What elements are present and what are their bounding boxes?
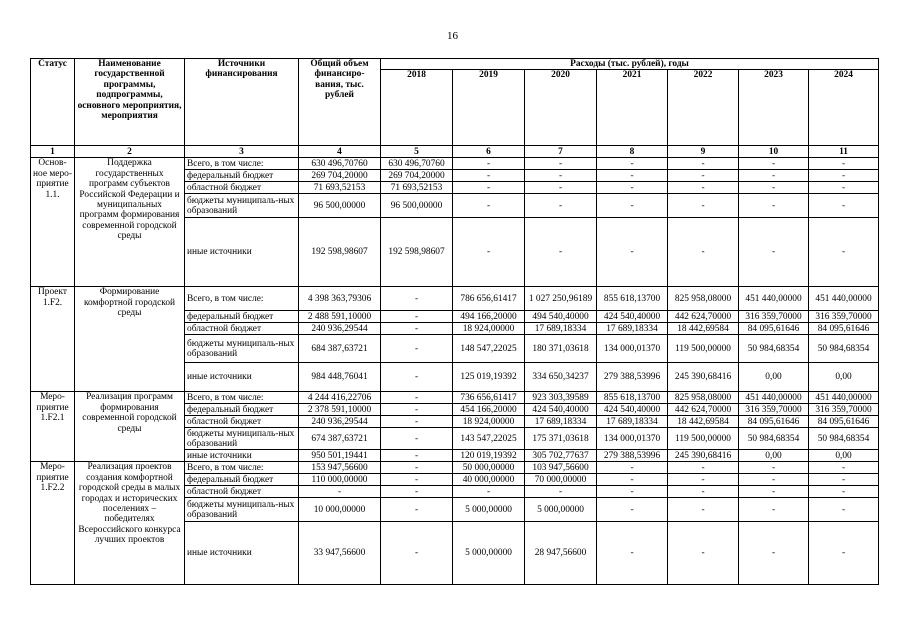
year-amount: 630 496,70760 [381,158,453,170]
year-amount: 125 019,19392 [453,363,525,392]
year-amount: - [597,474,668,486]
total-amount: 192 598,98607 [299,218,381,287]
funding-source: бюджеты муниципаль-ных образований [185,194,299,218]
column-number: 10 [739,146,809,158]
year-amount: - [525,158,597,170]
year-amount: - [381,416,453,428]
row-status: Основ-ное меро-приятие 1.1. [31,158,75,287]
year-amount: 50 984,68354 [809,428,879,450]
funding-source: Всего, в том числе: [185,392,299,404]
row-status: Меро-приятие 1.F2.1 [31,392,75,462]
year-amount: 855 618,13700 [597,287,668,311]
year-amount: - [668,486,739,498]
year-amount: - [739,486,809,498]
year-amount: 454 166,20000 [453,404,525,416]
column-number: 8 [597,146,668,158]
year-amount: - [739,498,809,522]
funding-source: федеральный бюджет [185,404,299,416]
year-amount: - [739,522,809,585]
year-amount: 134 000,01370 [597,428,668,450]
year-amount: 451 440,00000 [809,392,879,404]
header-year: 2024 [809,70,879,146]
year-amount: 180 371,03618 [525,335,597,363]
year-amount: - [453,194,525,218]
header-year: 2021 [597,70,668,146]
year-amount: - [525,182,597,194]
row-status: Проект 1.F2. [31,287,75,392]
year-amount: 17 689,18334 [597,416,668,428]
funding-source: областной бюджет [185,182,299,194]
year-amount: 18 442,69584 [668,323,739,335]
funding-source: Всего, в том числе: [185,462,299,474]
year-amount: 442 624,70000 [668,404,739,416]
row-program-name: Реализация проектов создания комфортной городской среды в малых городах и исторических поселениях – победителях Всероссийского конкурса лучших проектов [75,462,185,585]
year-amount: 424 540,40000 [597,404,668,416]
year-amount: - [381,392,453,404]
year-amount: - [668,522,739,585]
year-amount: 120 019,19392 [453,450,525,462]
year-amount: 17 689,18334 [525,416,597,428]
year-amount: - [668,194,739,218]
year-amount: - [453,218,525,287]
column-number: 4 [299,146,381,158]
year-amount: - [739,182,809,194]
header-year: 2018 [381,70,453,146]
total-amount: 2 378 591,10000 [299,404,381,416]
funding-source: федеральный бюджет [185,170,299,182]
year-amount: - [668,474,739,486]
header-expenses: Расходы (тыс. рублей), годы [381,59,879,70]
total-amount: 10 000,00000 [299,498,381,522]
year-amount: 5 000,00000 [453,498,525,522]
total-amount: - [299,486,381,498]
budget-table [30,58,879,585]
year-amount: 825 958,08000 [668,287,739,311]
header-source: Источники финансирования [185,59,299,146]
header-year: 2019 [453,70,525,146]
year-amount: 923 303,39589 [525,392,597,404]
year-amount: 192 598,98607 [381,218,453,287]
year-amount: - [668,498,739,522]
year-amount: - [453,182,525,194]
year-amount: 442 624,70000 [668,311,739,323]
year-amount: - [453,158,525,170]
funding-source: областной бюджет [185,416,299,428]
header-year: 2020 [525,70,597,146]
year-amount: 5 000,00000 [453,522,525,585]
year-amount: - [597,182,668,194]
header-year: 2022 [668,70,739,146]
year-amount: - [453,486,525,498]
year-amount: 451 440,00000 [809,287,879,311]
year-amount: - [597,486,668,498]
year-amount: - [809,462,879,474]
table-row [31,462,879,474]
total-amount: 96 500,00000 [299,194,381,218]
column-number: 7 [525,146,597,158]
funding-source: Всего, в том числе: [185,287,299,311]
year-amount: - [597,498,668,522]
year-amount: 50 984,68354 [739,428,809,450]
year-amount: 18 924,00000 [453,323,525,335]
year-amount: 103 947,56600 [525,462,597,474]
year-amount: 451 440,00000 [739,287,809,311]
funding-source: бюджеты муниципаль-ных образований [185,498,299,522]
year-amount: - [809,486,879,498]
year-amount: 494 166,20000 [453,311,525,323]
year-amount: 96 500,00000 [381,194,453,218]
year-amount: - [381,498,453,522]
year-amount: 305 702,77637 [525,450,597,462]
year-amount: - [381,522,453,585]
year-amount: - [739,158,809,170]
year-amount: 84 095,61646 [739,416,809,428]
year-amount: - [381,474,453,486]
total-amount: 153 947,56600 [299,462,381,474]
year-amount: - [668,170,739,182]
year-amount: - [809,218,879,287]
year-amount: 334 650,34237 [525,363,597,392]
year-amount: 119 500,00000 [668,428,739,450]
year-amount: - [809,182,879,194]
year-amount: - [809,170,879,182]
year-amount: 119 500,00000 [668,335,739,363]
year-amount: 143 547,22025 [453,428,525,450]
year-amount: - [381,363,453,392]
year-amount: 0,00 [739,363,809,392]
year-amount: 18 442,69584 [668,416,739,428]
total-amount: 240 936,29544 [299,323,381,335]
year-amount: 71 693,52153 [381,182,453,194]
year-amount: - [453,170,525,182]
year-amount: - [668,182,739,194]
total-amount: 4 244 416,22706 [299,392,381,404]
year-amount: - [381,323,453,335]
year-amount: - [597,170,668,182]
year-amount: - [597,218,668,287]
funding-source: федеральный бюджет [185,474,299,486]
year-amount: 424 540,40000 [597,311,668,323]
year-amount: 70 000,00000 [525,474,597,486]
year-amount: 316 359,70000 [809,311,879,323]
year-amount: 17 689,18334 [597,323,668,335]
year-amount: 494 540,40000 [525,311,597,323]
year-amount: 786 656,61417 [453,287,525,311]
row-program-name: Поддержка государственных программ субъектов Российской Федерации и муниципальных программ формирования современной городской среды [75,158,185,287]
year-amount: 84 095,61646 [809,323,879,335]
column-number: 9 [668,146,739,158]
column-number: 2 [75,146,185,158]
year-amount: 84 095,61646 [739,323,809,335]
year-amount: - [381,462,453,474]
year-amount: - [381,486,453,498]
funding-source: федеральный бюджет [185,311,299,323]
total-amount: 269 704,20000 [299,170,381,182]
funding-source: иные источники [185,450,299,462]
header-year: 2023 [739,70,809,146]
funding-source: областной бюджет [185,486,299,498]
column-number: 6 [453,146,525,158]
year-amount: 175 371,03618 [525,428,597,450]
total-amount: 630 496,70760 [299,158,381,170]
total-amount: 4 398 363,79306 [299,287,381,311]
year-amount: - [809,498,879,522]
year-amount: - [381,450,453,462]
year-amount: 736 656,61417 [453,392,525,404]
funding-source: бюджеты муниципаль-ных образований [185,335,299,363]
funding-source: иные источники [185,363,299,392]
year-amount: - [739,474,809,486]
year-amount: 18 924,00000 [453,416,525,428]
year-amount: 245 390,68416 [668,363,739,392]
funding-source: иные источники [185,218,299,287]
year-amount: - [739,218,809,287]
year-amount: - [597,194,668,218]
row-status: Меро-приятие 1.F2.2 [31,462,75,585]
year-amount: 316 359,70000 [739,311,809,323]
total-amount: 33 947,56600 [299,522,381,585]
year-amount: - [597,522,668,585]
year-amount: 245 390,68416 [668,450,739,462]
year-amount: - [597,462,668,474]
year-amount: - [381,311,453,323]
total-amount: 674 387,63721 [299,428,381,450]
total-amount: 984 448,76041 [299,363,381,392]
page-number: 16 [447,30,458,42]
year-amount: - [809,194,879,218]
table-row [31,287,879,311]
year-amount: 5 000,00000 [525,498,597,522]
table-body [31,158,879,585]
year-amount: - [525,486,597,498]
year-amount: 451 440,00000 [739,392,809,404]
year-amount: - [597,158,668,170]
year-amount: - [739,462,809,474]
funding-source: бюджеты муниципаль-ных образований [185,428,299,450]
year-amount: - [739,194,809,218]
total-amount: 2 488 591,10000 [299,311,381,323]
year-amount: 855 618,13700 [597,392,668,404]
year-amount: - [381,428,453,450]
year-amount: 0,00 [809,363,879,392]
year-amount: - [668,158,739,170]
column-number: 11 [809,146,879,158]
total-amount: 950 501,19441 [299,450,381,462]
year-amount: 148 547,22025 [453,335,525,363]
year-amount: - [809,158,879,170]
year-amount: - [525,170,597,182]
year-amount: - [525,194,597,218]
year-amount: 269 704,20000 [381,170,453,182]
row-program-name: Реализация программ формирования современной городской среды [75,392,185,462]
year-amount: - [381,404,453,416]
funding-source: иные источники [185,522,299,585]
table-row [31,158,879,170]
year-amount: - [381,335,453,363]
year-amount: 17 689,18334 [525,323,597,335]
year-amount: 316 359,70000 [739,404,809,416]
year-amount: 279 388,53996 [597,450,668,462]
year-amount: 28 947,56600 [525,522,597,585]
year-amount: - [668,462,739,474]
year-amount: 279 388,53996 [597,363,668,392]
header-name: Наименование государственной программы, подпрограммы, основного мероприятия, мероприятия [75,59,185,146]
year-amount: 825 958,08000 [668,392,739,404]
year-amount: 84 095,61646 [809,416,879,428]
column-number-row [31,146,879,158]
header-status: Статус [31,59,75,146]
year-amount: - [668,218,739,287]
total-amount: 240 936,29544 [299,416,381,428]
total-amount: 110 000,00000 [299,474,381,486]
year-amount: 0,00 [739,450,809,462]
column-number: 3 [185,146,299,158]
year-amount: 134 000,01370 [597,335,668,363]
year-amount: 40 000,00000 [453,474,525,486]
funding-source: областной бюджет [185,323,299,335]
year-amount: - [809,522,879,585]
year-amount: - [739,170,809,182]
column-number: 1 [31,146,75,158]
year-amount: - [809,474,879,486]
year-amount: - [381,287,453,311]
year-amount: 50 984,68354 [739,335,809,363]
funding-source: Всего, в том числе: [185,158,299,170]
year-amount: 424 540,40000 [525,404,597,416]
year-amount: 50 000,00000 [453,462,525,474]
year-amount: 50 984,68354 [809,335,879,363]
total-amount: 71 693,52153 [299,182,381,194]
year-amount: 0,00 [809,450,879,462]
column-number: 5 [381,146,453,158]
year-amount: 316 359,70000 [809,404,879,416]
row-program-name: Формирование комфортной городской среды [75,287,185,392]
header-total: Общий объем финансиро-вания, тыс. рублей [299,59,381,146]
total-amount: 684 387,63721 [299,335,381,363]
year-amount: 1 027 250,96189 [525,287,597,311]
table-row [31,392,879,404]
year-amount: - [525,218,597,287]
